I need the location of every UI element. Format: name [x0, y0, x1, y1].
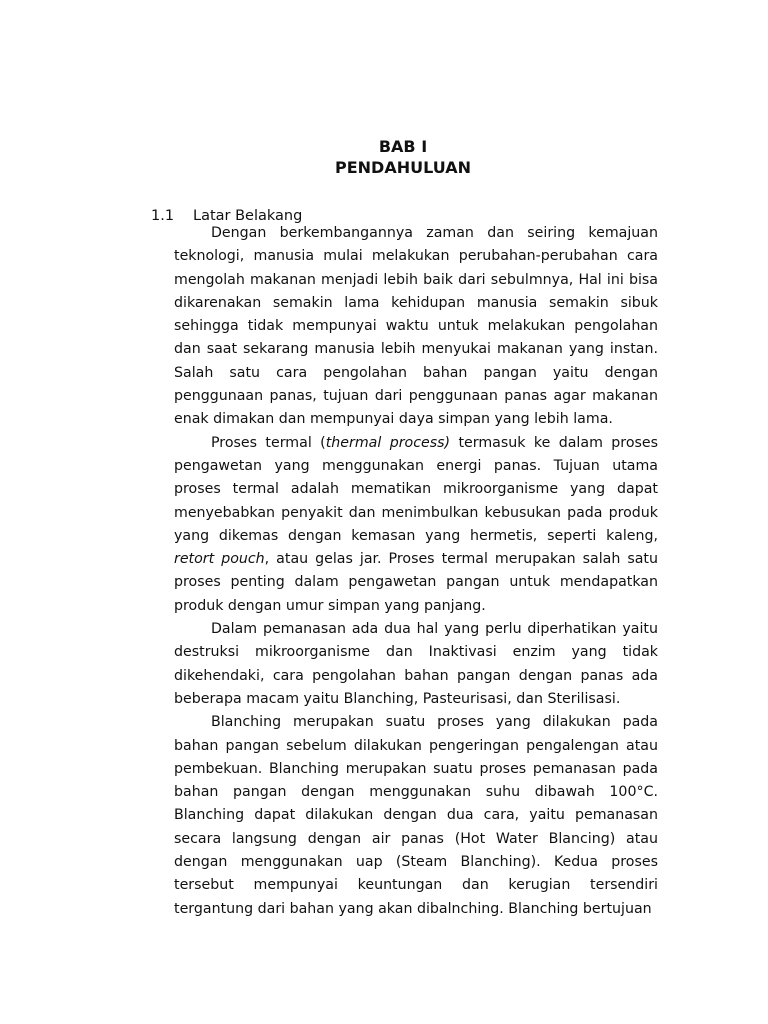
- italic-text: thermal process): [325, 434, 451, 451]
- paragraph: [174, 618, 658, 711]
- section-number: 1.1: [151, 208, 175, 224]
- section-title: Latar Belakang: [193, 208, 303, 224]
- text-run: Dengan berkembangannya zaman dan seiring kemajuan teknologi, manusia mulai melakukan perubahan-perubahan cara mengolah makanan menjadi lebih baik dari sebulmnya, Hal ini bisa dikarenakan semakin lama kehidupan manusia semakin sibuk sehingga tidak mempunyai waktu untuk melakukan pengolahan dan saat sekarang manusia lebih menyukai makanan yang instan. Salah satu cara pengolahan bahan pangan yaitu dengan penggunaan panas, tujuan dari penggunaan panas agar makanan enak dimakan dan mempunyai daya simpan yang lebih lama.: [174, 225, 658, 428]
- text-run: Blanching merupakan suatu proses yang dilakukan pada bahan pangan sebelum dilakukan pengeringan pengalengan atau pembekuan. Blanching merupakan suatu proses pemanasan pada bahan pangan dengan menggunakan suhu dibawah 100°C. Blanching dapat dilakukan dengan dua cara, yaitu pemanasan secara langsung dengan air panas (Hot Water Blancing) atau dengan menggunakan uap (Steam Blanching). Kedua proses tersebut mempunyai keuntungan dan kerugian tersendiri tergantung dari bahan yang akan dibalnching. Blanching bertujuan: [174, 714, 658, 917]
- text-run: , atau gelas jar. Proses termal merupakan salah satu proses penting dalam pengawetan pangan untuk mendapatkan produk dengan umur simpan yang panjang.: [174, 551, 658, 614]
- text-run: Dalam pemanasan ada dua hal yang perlu diperhatikan yaitu destruksi mikroorganisme dan Inaktivasi enzim yang tidak dikehendaki, cara pengolahan bahan pangan dengan panas ada beberapa macam yaitu Blanching, Pasteurisasi, dan Sterilisasi.: [174, 621, 658, 707]
- italic-text: retort pouch: [174, 551, 265, 568]
- paragraph: [174, 222, 658, 432]
- text-run: Proses termal (: [211, 434, 326, 451]
- paragraph: [174, 711, 658, 921]
- chapter-title: PENDAHULUAN: [335, 158, 471, 177]
- body-text: [174, 222, 658, 921]
- paragraph: [174, 432, 658, 618]
- text-run: termasuk ke dalam proses pengawetan yang menggunakan energi panas. Tujuan utama proses termal adalah mematikan mikroorganisme yang dapat menyebabkan penyakit dan menimbulkan kebusukan pada produk yang dikemas dengan kemasan yang hermetis, seperti kaleng,: [174, 434, 659, 544]
- chapter-number: BAB I: [378, 137, 428, 156]
- chapter-heading: [0, 136, 768, 178]
